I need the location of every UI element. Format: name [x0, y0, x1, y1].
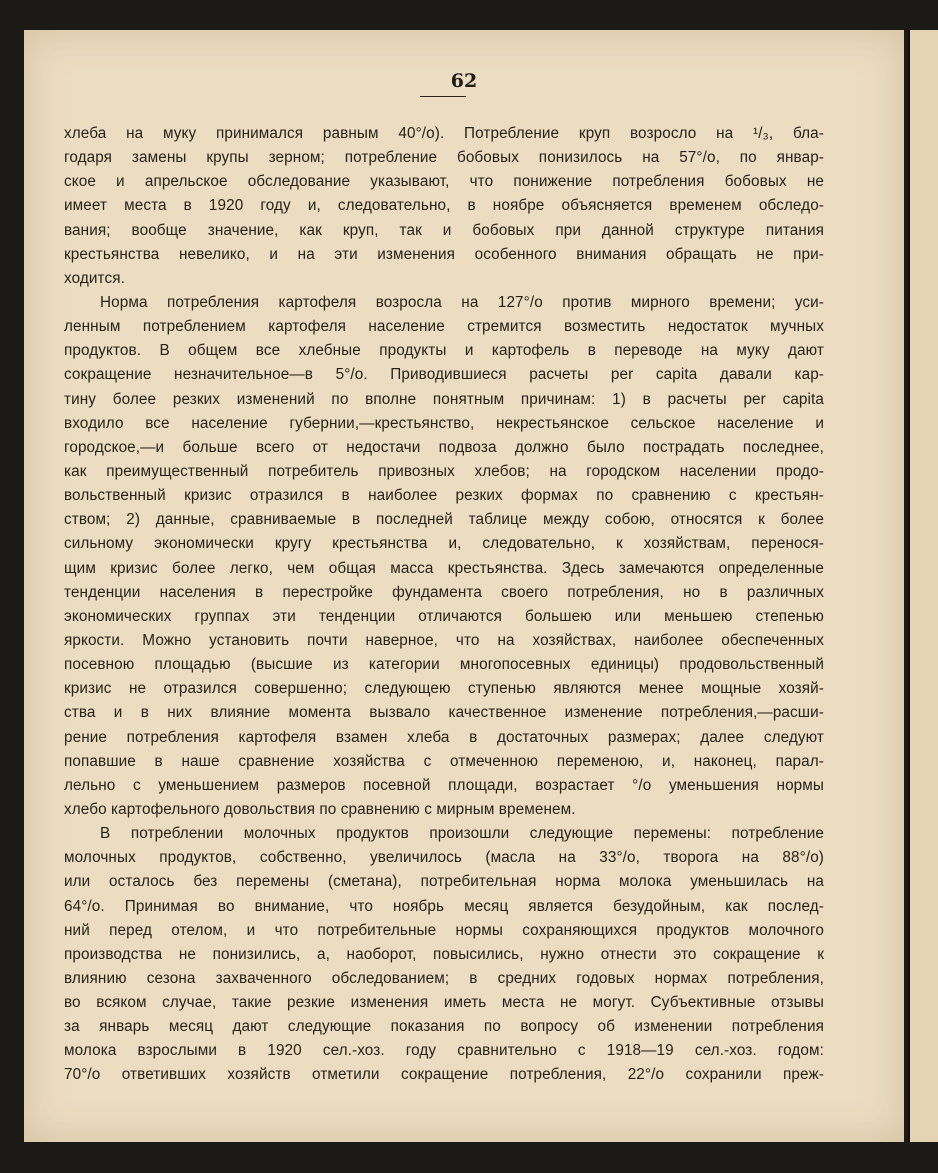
book-page — [24, 30, 904, 1142]
text-line: тенденции населения в перестройке фундамента своего потребления, но в различных — [64, 583, 824, 601]
body-text — [64, 122, 824, 1088]
text-line: влиянию сезона захваченного обследованием; в средних годовых нормах потребления, — [64, 969, 824, 987]
text-line: вания; вообще значение, как круп, так и бобовых при данной структуре питания — [64, 221, 824, 239]
text-line: вольственный кризис отразился в наиболее резких формах по сравнению с крестьян- — [64, 487, 824, 505]
text-line: годаря замены крупы зерном; потребление бобовых понизилось на 57°/о, по январ- — [64, 149, 824, 167]
text-line: молока взрослыми в 1920 сел.-хоз. году сравнительно с 1918—19 сел.-хоз. годом: — [64, 1042, 824, 1060]
text-line: сильному экономически кругу крестьянства и, следовательно, к хозяйствам, перенося- — [64, 535, 824, 553]
text-line: входило все население губернии,—крестьянство, некрестьянское сельское население и — [64, 414, 824, 432]
text-line: яркости. Можно установить почти наверное, что на хозяйствах, наиболее обеспеченных — [64, 631, 824, 649]
text-line: молочных продуктов, собственно, увеличилось (масла на 33°/о, творога на 88°/о) — [64, 849, 824, 867]
text-line: щим кризис более легко, чем общая масса крестьянства. Здесь замечаются определенные — [64, 559, 824, 577]
text-line: 64°/о. Принимая во внимание, что ноябрь месяц является безудойным, как послед- — [64, 897, 824, 915]
text-line: крестьянства невелико, и на эти изменения особенного внимания обращать не при- — [64, 245, 824, 263]
text-line: тину более резких изменений по вполне понятным причинам: 1) в расчеты per capita — [64, 390, 824, 408]
text-line: попавшие в наше сравнение хозяйства с отмеченною переменою, и, наконец, парал- — [64, 752, 824, 770]
text-line: за январь месяц дают следующие показания по вопросу об изменении потребления — [64, 1018, 824, 1036]
text-line: ское и апрельское обследование указывают, что понижение потребления бобовых не — [64, 173, 824, 191]
text-line: хлеба на муку принимался равным 40°/о). Потребление круп возросло на ¹/₃, бла- — [64, 125, 824, 142]
paragraph-start-line: Норма потребления картофеля возросла на 127°/о против мирного времени; уси- — [100, 293, 824, 311]
text-line: городское,—и больше всего от недостачи подвоза должно было пострадать последнее, — [64, 438, 824, 456]
text-line: производства не понизились, а, наоборот, повысились, нужно отнести это сокращение к — [64, 945, 824, 963]
text-line: продуктов. В общем все хлебные продукты и картофель в переводе на муку дают — [64, 342, 824, 360]
text-line: 70°/о ответивших хозяйств отметили сокращение потребления, 22°/о сохранили преж- — [64, 1066, 824, 1084]
text-line: ства и в них влияние момента вызвало качественное изменение потребления,—расши- — [64, 704, 824, 722]
text-line: имеет места в 1920 году и, следовательно, в ноябре объясняется временем обследо- — [64, 197, 824, 215]
adjacent-page-edge — [908, 30, 938, 1142]
text-line: посевною площадью (высшие из категории многопосевных единицы) продовольственный — [64, 656, 824, 674]
text-line: во всяком случае, такие резкие изменения иметь места не могут. Субъективные отзывы — [64, 994, 824, 1012]
text-line: рение потребления картофеля взамен хлеба в достаточных размерах; далее следуют — [64, 728, 824, 746]
text-line: экономических группах эти тенденции отличаются большею или меньшею степенью — [64, 607, 824, 625]
text-line: ний перед отелом, и что потребительные нормы сохраняющихся продуктов молочного — [64, 921, 824, 939]
page-number-rule — [420, 96, 466, 97]
text-line: ленным потреблением картофеля население стремится возместить недостаток мучных — [64, 318, 824, 336]
paragraph-start-line: В потреблении молочных продуктов произошли следующие перемены: потребление — [100, 825, 824, 843]
text-line: ходится. — [64, 269, 125, 287]
text-line: сокращение незначительное—в 5°/о. Приводившиеся расчеты per capita давали кар- — [64, 366, 824, 384]
text-line: лельно с уменьшением размеров посевной площади, возрастает °/о уменьшения нормы — [64, 776, 824, 794]
text-line: как преимущественный потребитель привозных хлебов; на городском населении продо- — [64, 462, 824, 480]
text-line: кризис не отразился совершенно; следующею ступенью являются менее мощные хозяй- — [64, 680, 824, 698]
text-line: или осталось без перемены (сметана), потребительная норма молока уменьшилась на — [64, 873, 824, 891]
page-number: 62 — [450, 70, 478, 92]
text-line: ством; 2) данные, сравниваемые в последней таблице между собою, относятся к более — [64, 511, 824, 529]
text-line: хлебо картофельного довольствия по сравнению с мирным временем. — [64, 800, 576, 818]
